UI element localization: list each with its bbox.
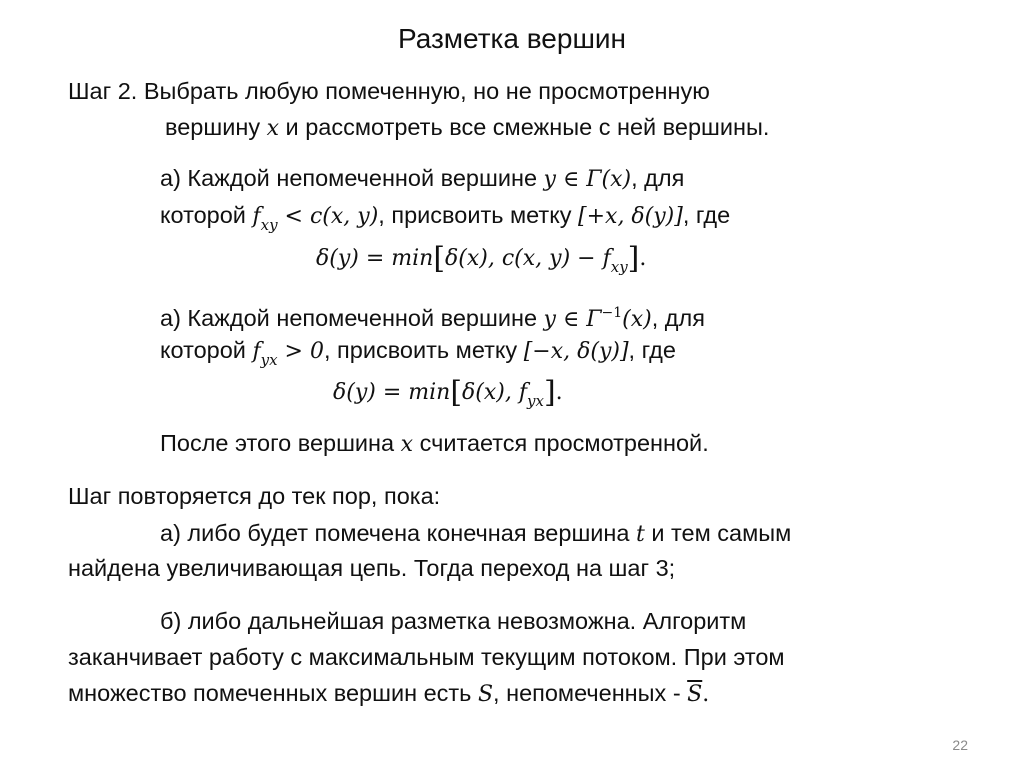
case-a2-math: y ∈ Γ bbox=[543, 307, 602, 332]
case-a2-text: а) Каждой непомеченной вершине bbox=[160, 305, 544, 331]
repeat-b-line1: б) либо дальнейшая разметка невозможна. Алгоритм bbox=[160, 608, 747, 634]
case-a1-formula-end: . bbox=[639, 246, 647, 271]
case-a2-math2: (x) bbox=[622, 307, 652, 332]
case-a2-f: f bbox=[252, 339, 261, 364]
step2-line1: Шаг 2. Выбрать любую помеченную, но не просмотренную bbox=[68, 78, 710, 104]
slide-title: Разметка вершин bbox=[397, 23, 627, 54]
case-a2-l2-mid: , присвоить метку bbox=[323, 337, 524, 363]
after-pre: После этого вершина bbox=[160, 430, 401, 456]
case-a2-line1 bbox=[160, 298, 705, 335]
case-a2-formula-left: δ(y) = min bbox=[333, 380, 451, 405]
step2-line2-post: и рассмотреть все смежные с ней вершины. bbox=[279, 114, 770, 140]
case-a1-l2-text: которой bbox=[160, 202, 253, 228]
after-line bbox=[160, 428, 709, 460]
left-bracket-icon: [ bbox=[433, 241, 446, 276]
case-a1-l2-mid: , присвоить метку bbox=[378, 202, 579, 228]
case-a2-sup: −1 bbox=[601, 305, 623, 321]
case-a1-f-sub: xy bbox=[260, 216, 278, 234]
repeat-b-mid: , непомеченных - bbox=[493, 680, 688, 706]
set-S-bar: $\overline{S}$ bbox=[687, 682, 703, 707]
case-a2-post: , для bbox=[651, 305, 705, 331]
repeat-a-line2: найдена увеличивающая цепь. Тогда переход на шаг 3; bbox=[68, 555, 676, 581]
case-a2-label: [−x, δ(y)] bbox=[523, 339, 629, 364]
repeat-a-post: и тем самым bbox=[644, 520, 792, 546]
case-a2-l2-post: , где bbox=[628, 337, 676, 363]
after-post: считается просмотренной. bbox=[413, 430, 709, 456]
right-bracket-icon: ] bbox=[627, 241, 640, 276]
repeat-b-end: . bbox=[702, 682, 710, 707]
case-a1-formula-inner: δ(x), c(x, y) − f bbox=[445, 246, 611, 271]
repeat-b-pre: множество помеченных вершин есть bbox=[68, 680, 478, 706]
case-a2-ineq: > 0 bbox=[277, 339, 324, 364]
case-a1-formula-left: δ(y) = min bbox=[316, 246, 434, 271]
right-bracket-icon: ] bbox=[543, 375, 556, 410]
case-a2-formula-sub: yx bbox=[527, 392, 544, 410]
repeat-a-var-t: t bbox=[636, 522, 645, 547]
repeat-b-line2: заканчивает работу с максимальным текущим потоком. При этом bbox=[68, 644, 785, 670]
case-a1-f: f bbox=[252, 204, 261, 229]
page-number: 22 bbox=[952, 737, 968, 753]
case-a1-label: [+x, δ(y)] bbox=[578, 204, 683, 229]
case-a2-f-sub: yx bbox=[260, 351, 278, 369]
case-a1-formula-sub: xy bbox=[610, 258, 628, 276]
repeat-b-line3 bbox=[68, 678, 709, 710]
case-a1-text: а) Каждой непомеченной вершине bbox=[160, 165, 544, 191]
left-bracket-icon: [ bbox=[450, 375, 463, 410]
set-S: S bbox=[477, 682, 494, 707]
step2-line2 bbox=[165, 112, 769, 144]
case-a1-ineq: < c(x, y) bbox=[277, 204, 379, 229]
repeat-a-pre: а) либо будет помечена конечная вершина bbox=[160, 520, 637, 546]
after-var-x: x bbox=[400, 432, 414, 457]
case-a2-formula-end: . bbox=[555, 380, 563, 405]
case-a2-line2 bbox=[160, 335, 676, 375]
case-a1-line1 bbox=[160, 163, 684, 195]
case-a2-formula-inner: δ(x), f bbox=[462, 380, 527, 405]
case-a1-formula bbox=[316, 242, 646, 282]
case-a1-line2 bbox=[160, 200, 730, 240]
case-a1-math: y ∈ Γ(x) bbox=[543, 167, 632, 192]
repeat-line1: Шаг повторяется до тек пор, пока: bbox=[68, 483, 441, 509]
case-a1-post: , для bbox=[631, 165, 685, 191]
case-a2-l2-text: которой bbox=[160, 337, 253, 363]
repeat-a-line1 bbox=[160, 518, 791, 550]
case-a1-l2-post: , где bbox=[682, 202, 731, 228]
step2-line2-pre: вершину bbox=[165, 114, 267, 140]
case-a2-formula bbox=[333, 376, 563, 416]
step2-var-x: x bbox=[266, 116, 280, 141]
